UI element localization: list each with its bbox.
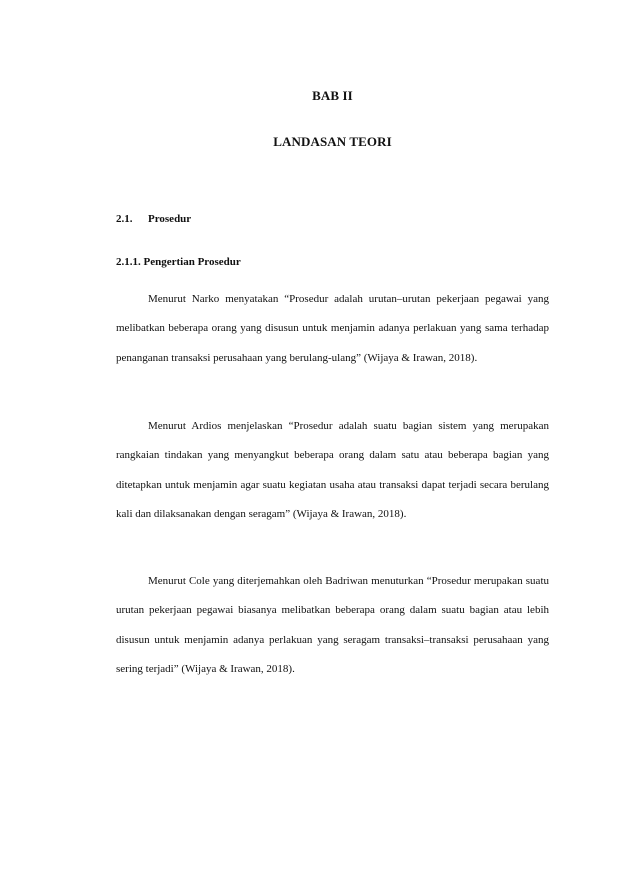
section-title: Prosedur	[148, 213, 192, 225]
subsection-heading: 2.1.1. Pengertian Prosedur	[116, 256, 241, 268]
section-heading	[116, 213, 191, 225]
chapter-number: BAB II	[312, 88, 353, 103]
section-number: 2.1.	[116, 213, 133, 225]
paragraph-ardios: Menurut Ardios menjelaskan “Prosedur adalah suatu bagian sistem yang merupakan rangkaian tindakan yang menyangkut beberapa orang dalam satu atau beberapa bagian yang ditetapkan untuk menjamin agar suatu kegiatan usaha atau transaksi dapat terjadi secara berulang kali dan dilaksanakan dengan seragam” (Wijaya & Irawan, 2018).	[116, 420, 549, 520]
chapter-title: LANDASAN TEORI	[273, 134, 392, 149]
paragraph-narko: Menurut Narko menyatakan “Prosedur adalah urutan–urutan pekerjaan pegawai yang melibatkan beberapa orang yang disusun untuk menjamin adanya perlakuan yang sama terhadap penanganan transaksi perusahaan yang berulang-ulang” (Wijaya & Irawan, 2018).	[116, 293, 549, 364]
paragraph-cole: Menurut Cole yang diterjemahkan oleh Badriwan menuturkan “Prosedur merupakan suatu urutan pekerjaan pegawai biasanya melibatkan beberapa orang dalam suatu bagian atau lebih disusun untuk menjamin adanya perlakuan yang seragam transaksi–transaksi perusahaan yang sering terjadi” (Wijaya & Irawan, 2018).	[116, 575, 549, 675]
